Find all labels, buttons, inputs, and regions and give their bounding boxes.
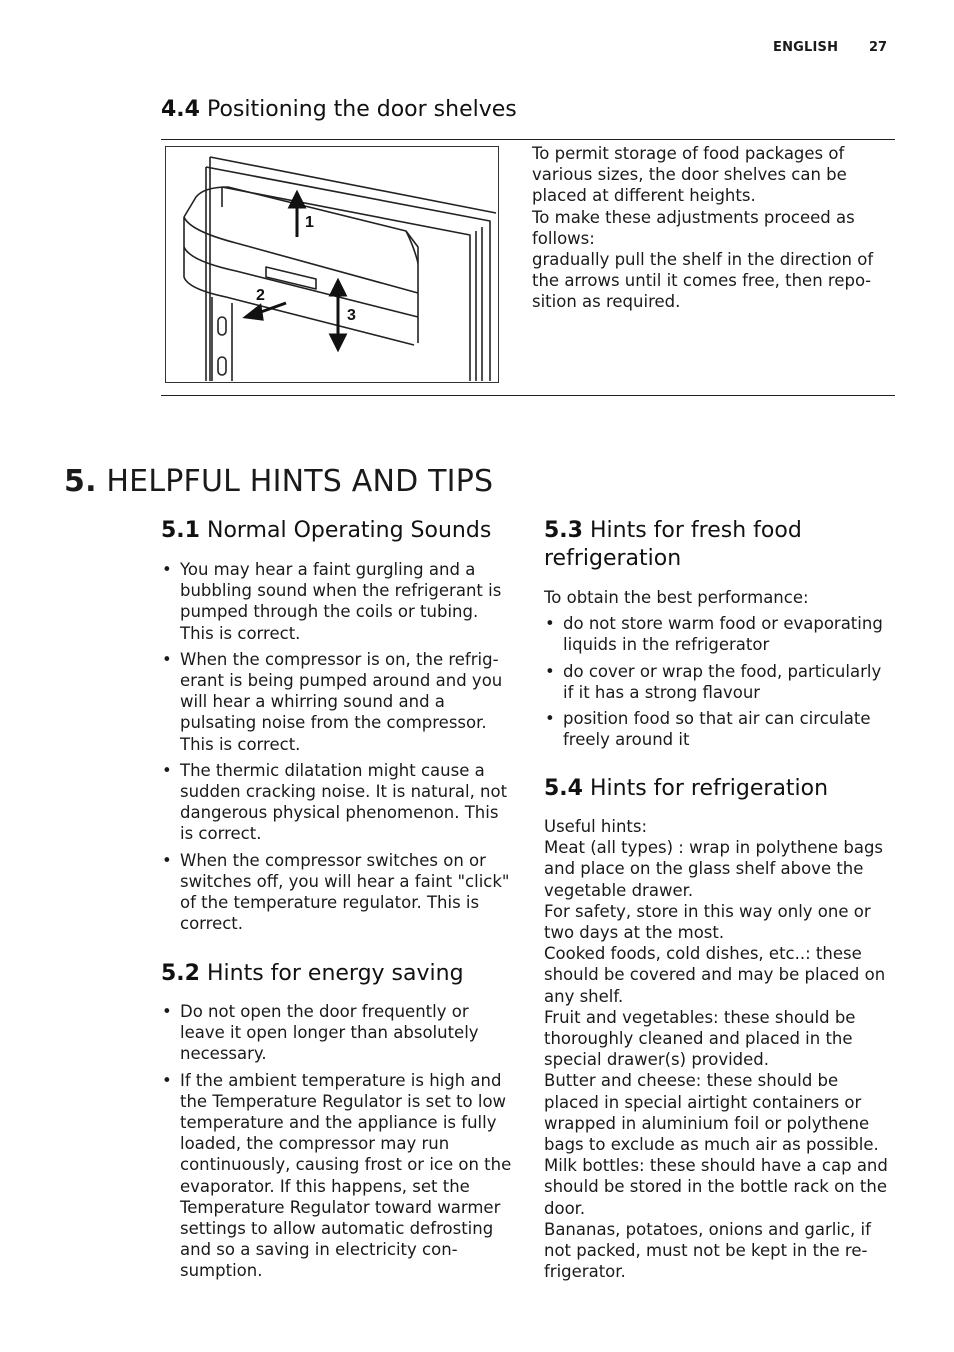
- section-title-text: Hints for energy saving: [206, 961, 464, 986]
- section-title-text: Positioning the door shelves: [206, 97, 517, 122]
- section-4-4-body: [532, 143, 890, 313]
- list-item: • Do not open the door frequently or leave it open longer than absolutely necessary.: [161, 1001, 513, 1065]
- door-shelf-drawing: [166, 147, 498, 382]
- header-language: ENGLISH: [773, 40, 839, 55]
- section-5-2-title: [161, 960, 464, 988]
- section-5-2-list: [161, 1001, 513, 1287]
- page-number: 27: [869, 40, 888, 55]
- section-divider-bottom: [161, 395, 895, 396]
- section-intro: To obtain the best performance:: [544, 588, 809, 607]
- paragraph: Milk bottles: these should have a cap and should be stored in the bottle rack on the door.: [544, 1156, 888, 1218]
- figure-label-2: 2: [256, 287, 265, 304]
- paragraph: To make these adjustments proceed as follows:: [532, 207, 855, 248]
- door-shelf-illustration: [165, 146, 499, 383]
- list-item: • position food so that air can circulate freely around it: [544, 708, 894, 750]
- paragraph: Fruit and vegetables: these should be thoroughly cleaned and placed in the special drawer(s) provided.: [544, 1007, 856, 1070]
- list-item: • do not store warm food or evaporating liquids in the refrigerator: [544, 613, 894, 655]
- list-item: • The thermic dilatation might cause a sudden cracking noise. It is natural, not dangerous physical phenomenon. This is correct.: [161, 760, 513, 845]
- chapter-title-text: HELPFUL HINTS AND TIPS: [106, 464, 494, 499]
- list-item: • You may hear a faint gurgling and a bubbling sound when the refrigerant is pumped through the coils or tubing. This is correct.: [161, 559, 513, 644]
- section-number: 5.4: [544, 776, 583, 801]
- paragraph: Butter and cheese: these should be placed in special airtight containers or wrapped in aluminium foil or polythene bags to exclude as much air as possible.: [544, 1071, 879, 1155]
- paragraph: Meat (all types) : wrap in polythene bags and place on the glass shelf above the vegetable drawer.: [544, 838, 884, 900]
- section-4-4-title: [161, 96, 517, 124]
- section-title-text: Normal Operating Sounds: [206, 518, 492, 543]
- section-5-1-title: [161, 517, 491, 545]
- section-5-4-title: [544, 775, 828, 803]
- chapter-title: [64, 463, 493, 501]
- list-item: • If the ambient temperature is high and the Temperature Regulator is set to low temperature and the appliance is fully loaded, the compressor may run continuously, causing frost or ice on the evaporator. If this happens, set the Temperature Regulator toward warmer settings to allow automatic defrosting and so a saving in electricity consumption.: [161, 1070, 513, 1282]
- list-item: • When the compressor is on, the refrigerant is being pumped around and you will hear a whirring sound and a pulsating noise from the compressor. This is correct.: [161, 649, 513, 755]
- section-divider-top: [161, 139, 895, 140]
- section-5-3-list: [544, 613, 894, 750]
- paragraph: Bananas, potatoes, onions and garlic, if not packed, must not be kept in the refrigerator.: [544, 1219, 871, 1282]
- section-title-text: Hints for refrigeration: [589, 776, 829, 801]
- section-5-4-body: [544, 816, 894, 1282]
- paragraph: To permit storage of food packages of various sizes, the door shelves can be placed at different heights.: [532, 144, 847, 206]
- chapter-number: 5.: [64, 464, 97, 499]
- section-number: 4.4: [161, 97, 200, 122]
- section-number: 5.1: [161, 518, 200, 543]
- section-number: 5.2: [161, 961, 200, 986]
- paragraph: Cooked foods, cold dishes, etc..: these should be covered and may be placed on any shelf.: [544, 944, 886, 1006]
- figure-label-1: 1: [305, 214, 314, 231]
- section-5-3-title: [544, 517, 874, 573]
- paragraph: Useful hints:: [544, 817, 648, 836]
- section-number: 5.3: [544, 518, 583, 543]
- list-item: • do cover or wrap the food, particularly if it has a strong flavour: [544, 661, 894, 703]
- section-title-text: Hints for fresh food refrigeration: [544, 518, 802, 571]
- figure-label-3: 3: [347, 307, 356, 324]
- section-5-3-body: [544, 587, 894, 755]
- paragraph: gradually pull the shelf in the direction of the arrows until it comes free, then reposition as required.: [532, 250, 874, 312]
- list-item: • When the compressor switches on or switches off, you will hear a faint "click" of the temperature regulator. This is correct.: [161, 850, 513, 935]
- section-5-1-list: [161, 559, 513, 939]
- paragraph: For safety, store in this way only one or two days at the most.: [544, 901, 871, 943]
